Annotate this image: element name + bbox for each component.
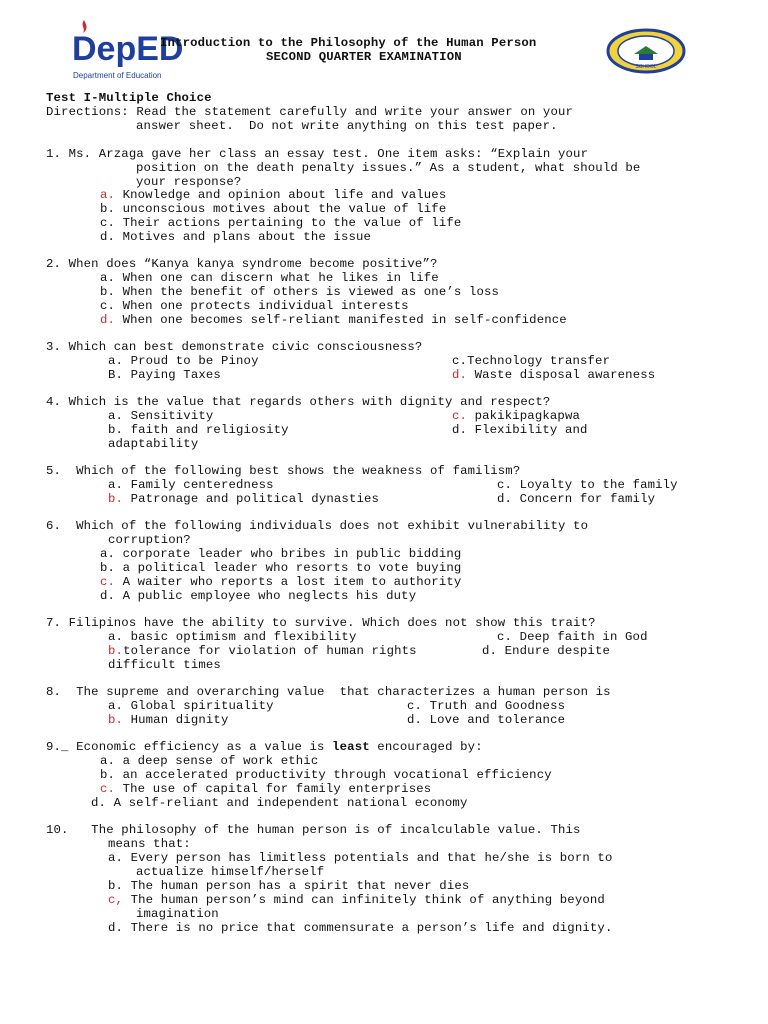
option-text: Patronage and political dynasties xyxy=(130,492,380,506)
q2-stem: 2. When does “Kanya kanya syndrome become positive”? xyxy=(46,257,438,271)
option-text: A waiter who reports a lost item to authority xyxy=(122,575,462,589)
option-letter: a. xyxy=(100,547,116,561)
q6-stem: 6. Which of the following individuals does not exhibit vulnerability to xyxy=(46,519,589,533)
q5-option-b xyxy=(108,492,379,506)
q10-stem: 10. The philosophy of the human person is of incalculable value. This xyxy=(46,823,581,837)
option-letter: a. xyxy=(100,271,116,285)
directions-line-1: Directions: Read the statement carefully and write your answer on your xyxy=(46,105,574,119)
option-text: When one becomes self-reliant manifested in self-confidence xyxy=(122,313,567,327)
q9-option-a xyxy=(100,754,318,768)
option-text: a deep sense of work ethic xyxy=(122,754,319,768)
seal-text: SCHOOL xyxy=(635,64,657,70)
directions-line-2: answer sheet. Do not write anything on this test paper. xyxy=(136,119,558,133)
school-seal xyxy=(606,28,686,74)
option-text: There is no price that commensurate a person’s life and dignity. xyxy=(130,921,613,935)
q1-stem-cont: position on the death penalty issues.” As a student, what should be xyxy=(136,161,641,175)
option-letter: b. xyxy=(108,644,124,658)
q3-stem: 3. Which can best demonstrate civic consciousness? xyxy=(46,340,423,354)
q5-option-c xyxy=(497,478,678,492)
option-letter: B. xyxy=(108,368,124,382)
option-text: The human person’s mind can infinitely think of anything beyond xyxy=(130,893,605,907)
option-letter: b. xyxy=(108,423,124,437)
q5-option-d xyxy=(497,492,655,506)
q3-option-a xyxy=(108,354,259,368)
option-letter: a. xyxy=(108,354,124,368)
option-letter: a. xyxy=(108,851,124,865)
q1-option-b xyxy=(100,202,446,216)
option-text: Waste disposal awareness xyxy=(474,368,656,382)
q8-option-d xyxy=(407,713,565,727)
q6-stem-cont: corruption? xyxy=(108,533,191,547)
q6-option-a xyxy=(100,547,461,561)
q7-option-c xyxy=(497,630,648,644)
deped-logo xyxy=(70,18,184,82)
option-text: an accelerated productivity through vocational efficiency xyxy=(122,768,552,782)
q2-option-c xyxy=(100,299,409,313)
option-letter: a. xyxy=(100,754,116,768)
option-text: Proud to be Pinoy xyxy=(130,354,259,368)
option-text: Global spirituality xyxy=(130,699,274,713)
option-text: Their actions pertaining to the value of life xyxy=(122,216,462,230)
option-text: Love and tolerance xyxy=(429,713,566,727)
option-letter: b. xyxy=(108,492,124,506)
option-text: Family centeredness xyxy=(130,478,274,492)
option-text: Truth and Goodness xyxy=(429,699,566,713)
q10-option-c xyxy=(108,893,605,907)
option-text: Flexibility and xyxy=(474,423,588,437)
q7-option-b xyxy=(108,644,417,658)
logo-wordmark: DepED xyxy=(72,30,184,68)
option-letter: c. xyxy=(100,216,116,230)
option-letter: c, xyxy=(108,893,124,907)
q8-stem: 8. The supreme and overarching value that characterizes a human person is xyxy=(46,685,611,699)
option-text: Deep faith in God xyxy=(519,630,648,644)
q10-option-c-cont: imagination xyxy=(136,907,219,921)
option-letter: a. xyxy=(108,409,124,423)
q9-option-d xyxy=(91,796,467,810)
q9-option-c xyxy=(100,782,431,796)
q1-option-d xyxy=(100,230,371,244)
q1-option-c xyxy=(100,216,461,230)
q2-option-d xyxy=(100,313,567,327)
option-text: faith and religiosity xyxy=(130,423,289,437)
q4-option-b xyxy=(108,423,289,437)
option-letter: b. xyxy=(108,879,124,893)
q10-option-d xyxy=(108,921,612,935)
option-text: Human dignity xyxy=(130,713,229,727)
option-letter: c. xyxy=(100,782,116,796)
option-text: corporate leader who bribes in public bidding xyxy=(122,547,462,561)
option-text: When the benefit of others is viewed as one’s loss xyxy=(122,285,500,299)
q6-option-d xyxy=(100,589,416,603)
option-letter: c. xyxy=(452,354,468,368)
option-letter: b. xyxy=(100,561,116,575)
option-text: Knowledge and opinion about life and values xyxy=(122,188,447,202)
q1-option-a xyxy=(100,188,446,202)
option-text: a political leader who resorts to vote buying xyxy=(122,561,462,575)
option-text: Motives and plans about the issue xyxy=(122,230,372,244)
q3-option-c xyxy=(452,354,610,368)
option-text: The use of capital for family enterprises xyxy=(122,782,432,796)
option-letter: d. xyxy=(482,644,498,658)
q7-option-a xyxy=(108,630,356,644)
option-letter: d. xyxy=(91,796,107,810)
option-letter: d. xyxy=(100,589,116,603)
q10-option-a-cont: actualize himself/herself xyxy=(136,865,325,879)
option-letter: b. xyxy=(100,202,116,216)
q2-option-b xyxy=(100,285,499,299)
option-text: A self-reliant and independent national economy xyxy=(113,796,468,810)
option-letter: c. xyxy=(407,699,423,713)
q5-stem: 5. Which of the following best shows the weakness of familism? xyxy=(46,464,521,478)
q6-option-c xyxy=(100,575,461,589)
q9-option-b xyxy=(100,768,552,782)
option-letter: d. xyxy=(497,492,513,506)
q4-option-a xyxy=(108,409,213,423)
option-letter: a. xyxy=(108,699,124,713)
option-letter: b. xyxy=(100,768,116,782)
q1-stem-cont: your response? xyxy=(136,175,242,189)
option-text: The human person has a spirit that never dies xyxy=(130,879,470,893)
option-letter: c. xyxy=(497,630,513,644)
q2-option-a xyxy=(100,271,439,285)
option-letter: d. xyxy=(407,713,423,727)
exam-title: Introduction to the Philosophy of the Human Person xyxy=(160,36,537,50)
option-text: Technology transfer xyxy=(467,354,611,368)
option-text: Every person has limitless potentials and that he/she is born to xyxy=(130,851,613,865)
option-letter: d. xyxy=(100,313,116,327)
exam-subtitle: SECOND QUARTER EXAMINATION xyxy=(266,50,462,64)
q4-option-c xyxy=(452,409,580,423)
q1-stem: 1. Ms. Arzaga gave her class an essay test. One item asks: “Explain your xyxy=(46,147,589,161)
q7-stem: 7. Filipinos have the ability to survive. Which does not show this trait? xyxy=(46,616,596,630)
test-heading: Test I-Multiple Choice xyxy=(46,91,212,105)
q9-stem: 9._ Economic efficiency as a value is least encouraged by: xyxy=(46,740,483,754)
option-text: Paying Taxes xyxy=(130,368,221,382)
option-text: A public employee who neglects his duty xyxy=(122,589,417,603)
option-letter: b. xyxy=(108,713,124,727)
q3-option-d xyxy=(452,368,655,382)
q6-option-b xyxy=(100,561,461,575)
q7-option-b-cont: difficult times xyxy=(108,658,221,672)
q3-option-b xyxy=(108,368,221,382)
option-letter: d. xyxy=(108,921,124,935)
option-letter: b. xyxy=(100,285,116,299)
q8-option-b xyxy=(108,713,228,727)
q8-option-a xyxy=(108,699,274,713)
q4-option-d-cont: adaptability xyxy=(108,437,199,451)
option-letter: c. xyxy=(100,575,116,589)
logo-subtext: Department of Education xyxy=(73,71,162,80)
option-letter: d. xyxy=(452,423,468,437)
option-text: When one protects individual interests xyxy=(122,299,409,313)
option-letter: d. xyxy=(100,230,116,244)
q5-option-a xyxy=(108,478,274,492)
option-letter: c. xyxy=(497,478,513,492)
q10-option-a xyxy=(108,851,612,865)
option-letter: a. xyxy=(108,630,124,644)
q4-stem: 4. Which is the value that regards others with dignity and respect? xyxy=(46,395,551,409)
option-letter: a. xyxy=(108,478,124,492)
q8-option-c xyxy=(407,699,565,713)
option-text: pakikipagkapwa xyxy=(474,409,581,423)
option-letter: c. xyxy=(452,409,468,423)
option-text: Sensitivity xyxy=(130,409,214,423)
option-text: Concern for family xyxy=(519,492,656,506)
option-text: basic optimism and flexibility xyxy=(130,630,357,644)
emphasis-word: least xyxy=(332,740,370,754)
option-text: Endure despite xyxy=(504,644,611,658)
option-letter: d. xyxy=(452,368,468,382)
q10-stem-cont: means that: xyxy=(108,837,191,851)
option-text: unconscious motives about the value of life xyxy=(122,202,447,216)
option-letter: a. xyxy=(100,188,116,202)
q10-option-b xyxy=(108,879,469,893)
q7-option-d xyxy=(482,644,610,658)
q4-option-d xyxy=(452,423,588,437)
option-text: tolerance for violation of human rights xyxy=(123,644,417,658)
option-letter: c. xyxy=(100,299,116,313)
option-text: When one can discern what he likes in life xyxy=(122,271,439,285)
option-text: Loyalty to the family xyxy=(519,478,678,492)
